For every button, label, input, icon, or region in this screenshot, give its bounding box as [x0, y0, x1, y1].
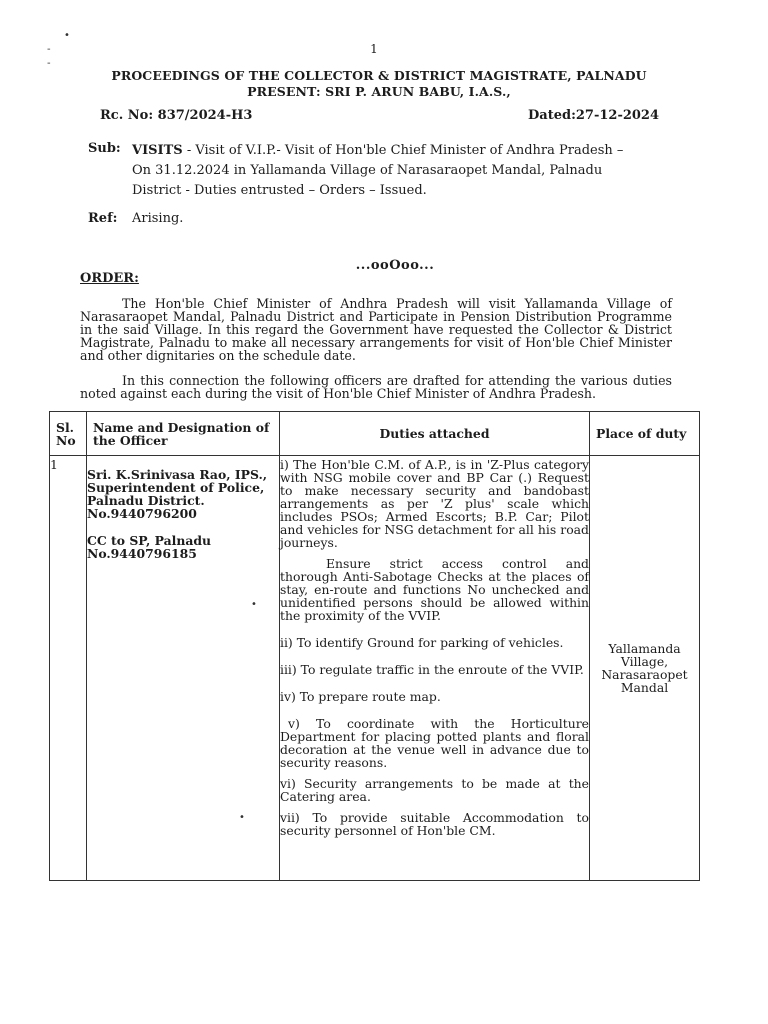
- paragraph-2: [80, 374, 672, 400]
- subject-lead: VISITS: [132, 143, 183, 158]
- header-sl-no: Sl. No: [50, 412, 87, 456]
- present-line: PRESENT: SRI P. ARUN BABU, I.A.S.,: [247, 84, 511, 99]
- header-name-designation: Name and Designation of the Officer: [87, 412, 280, 456]
- header-duties: Duties attached: [280, 412, 590, 456]
- reference-text: Arising.: [132, 211, 184, 226]
- duties-cell: [280, 456, 590, 881]
- table-header-row: [50, 412, 700, 456]
- subject-line-2: On 31.12.2024 in Yallamanda Village of Narasaraopet Mandal, Palnadu: [132, 163, 603, 178]
- duty-item-2: ii) To identify Ground for parking of vehicles.: [280, 635, 564, 650]
- duty-item-1: i) The Hon'ble C.M. of A.P., is in 'Z-Plus category with NSG mobile cover and BP Car (.) Request to make necessary security and bandobast arrangements as per 'Z plus' scale which includes PSOs; Armed Escorts; B.P. Car; Pilot and vehicles for NSG detachment for all his road journeys.: [280, 457, 589, 550]
- subject-text: [132, 141, 672, 201]
- duty-item-5: v) To coordinate with the Horticulture Department for placing potted plants and floral decoration at the venue well in advance due to security reasons.: [280, 716, 589, 770]
- duties-table: [49, 411, 700, 881]
- duty-item-7: vii) To provide suitable Accommodation to security personnel of Hon'ble CM.: [280, 810, 589, 838]
- paragraph-1-text: The Hon'ble Chief Minister of Andhra Pradesh will visit Yallamanda Village of Narasaraopet Mandal, Palnadu District and Participate in Pension Distribution Programme in the said Village. In this regard the Government have requested the Collector & District Magistrate, Palnadu to make all necessary arrangements for visit of Hon'ble Chief Minister and other dignitaries on the schedule date.: [80, 296, 672, 363]
- paragraph-1: [80, 297, 672, 362]
- duty-item-4: iv) To prepare route map.: [280, 689, 441, 704]
- punch-mark-dash-2: -: [47, 58, 51, 69]
- duty-item-6: vi) Security arrangements to be made at the Catering area.: [280, 776, 589, 804]
- paragraph-2-text: In this connection the following officers are drafted for attending the various duties noted against each during the visit of Hon'ble Chief Minister of Andhra Pradesh.: [80, 373, 672, 401]
- proceedings-title: PROCEEDINGS OF THE COLLECTOR & DISTRICT MAGISTRATE, PALNADU: [111, 68, 647, 83]
- subject-label: Sub:: [88, 141, 121, 156]
- officer-name: Sri. K.Srinivasa Rao, IPS., Superintendent of Police, Palnadu District. No.9440796200: [87, 467, 268, 521]
- cc-to: CC to SP, Palnadu No.9440796185: [87, 533, 212, 561]
- place-of-duty: Yallamanda Village, Narasaraopet Mandal: [590, 456, 700, 881]
- duty-item-1b: Ensure strict access control and thorough Anti-Sabotage Checks at the places of stay, en-route and functions No unchecked and unidentified persons should be allowed within the proximity of the VVIP.: [280, 556, 589, 623]
- subject-line-1: - Visit of V.I.P.- Visit of Hon'ble Chief Minister of Andhra Pradesh –: [186, 143, 624, 158]
- stray-mark: •: [251, 599, 257, 610]
- table-row: [50, 456, 700, 881]
- dated: Dated:27-12-2024: [528, 108, 660, 123]
- subject-line-3: District - Duties entrusted – Orders – Issued.: [132, 183, 427, 198]
- row-sl-no: 1: [50, 456, 87, 881]
- order-heading: ORDER:: [80, 271, 139, 286]
- separator: ...ooOoo...: [355, 258, 435, 273]
- punch-mark-top: •: [64, 30, 70, 41]
- page-number: 1: [370, 42, 378, 56]
- duty-item-3: iii) To regulate traffic in the enroute of the VVIP.: [280, 662, 584, 677]
- punch-mark-dash: -: [47, 44, 51, 55]
- officer-cell: [87, 456, 280, 881]
- rc-number: Rc. No: 837/2024-H3: [100, 108, 253, 123]
- reference-label: Ref:: [88, 211, 118, 226]
- stray-mark-2: •: [239, 812, 245, 823]
- header-place: Place of duty: [590, 412, 700, 456]
